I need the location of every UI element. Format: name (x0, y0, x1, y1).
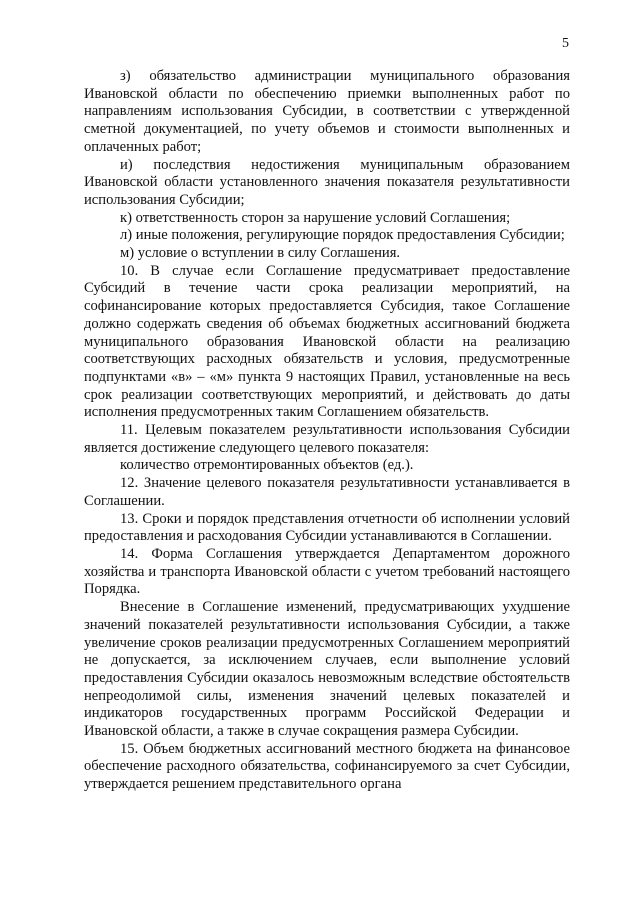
paragraph-item-i: и) последствия недостижения муниципальным образованием Ивановской области установленного значения показателя результативности использования Субсидии; (84, 156, 570, 208)
paragraph-11: 11. Целевым показателем результативности использования Субсидии является достижение следующего целевого показателя: (84, 422, 570, 456)
page-number: 5 (562, 36, 569, 51)
paragraph-item-l: л) иные положения, регулирующие порядок предоставления Субсидии; (120, 227, 565, 244)
document-body (84, 68, 570, 794)
paragraph-13: 13. Сроки и порядок представления отчетности об исполнении условий предоставления и расходования Субсидии устанавливаются в Соглашении. (84, 510, 570, 545)
paragraph-12: 12. Значение целевого показателя результативности устанавливается в Соглашении. (84, 475, 570, 509)
paragraph-14: 14. Форма Соглашения утверждается Департаментом дорожного хозяйства и транспорта Ивановской области с учетом требований настоящего Порядка. (84, 545, 570, 598)
paragraph-10: 10. В случае если Соглашение предусматривает предоставление Субсидий в течение части срока реализации мероприятий, на софинансирование которых предоставляется Субсидия, такое Соглашение должно содержать сведения об объемах бюджетных ассигнований бюджета муниципального образования Ивановской области на реализацию соответствующих расходных обязательств и условия, предусмотренные подпунктами «в» – «м» пункта 9 настоящих Правил, установленные на весь срок реализации соответствующих мероприятий, и действовать до даты исполнения предусмотренных таким Соглашением обязательств. (84, 262, 570, 421)
paragraph-14-amendments: Внесение в Соглашение изменений, предусматривающих ухудшение значений показателей результативности использования Субсидии, а также увеличение сроков реализации предусмотренных Соглашением мероприятий не допускается, за исключением случаев, если выполнение условий предоставления Субсидии оказалось невозможным вследствие обстоятельств непреодолимой силы, изменения значений целевых показателей и индикаторов государственных программ Российской Федерации и Ивановской области, а также в случае сокращения размера Субсидии. (84, 599, 570, 740)
paragraph-11-indicator: количество отремонтированных объектов (ед.). (120, 457, 414, 474)
paragraph-item-m: м) условие о вступлении в силу Соглашения. (120, 245, 401, 262)
paragraph-15: 15. Объем бюджетных ассигнований местного бюджета на финансовое обеспечение расходного обязательства, софинансируемого за счет Субсидии, утверждается решением представительного органа (84, 740, 570, 793)
paragraph-item-k: к) ответственность сторон за нарушение условий Соглашения; (120, 209, 511, 226)
paragraph-item-z: з) обязательство администрации муниципального образования Ивановской области по обеспечению приемки выполненных работ по направлениям использования Субсидии, в соответствии с утвержденной сметной документацией, по учету объемов и стоимости выполненных и оплаченных работ; (84, 68, 570, 155)
